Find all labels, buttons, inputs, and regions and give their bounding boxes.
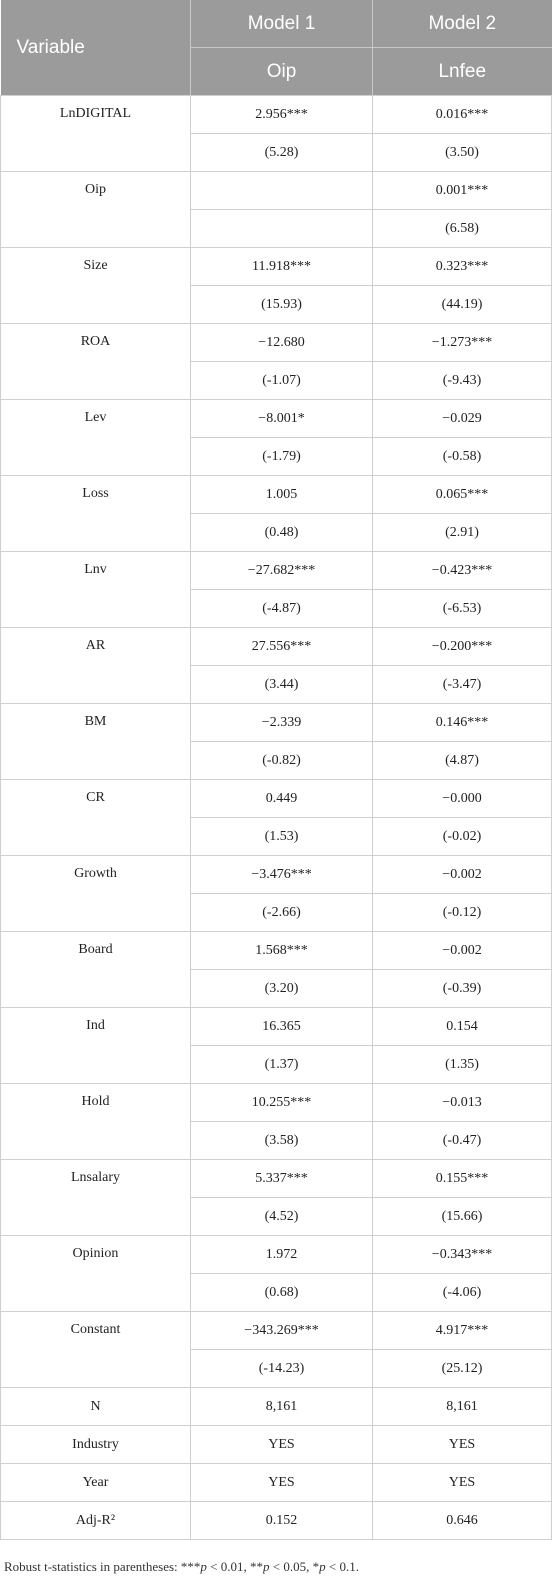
model-1-value: 0.152 [191, 1502, 373, 1540]
model-2-coef: 0.146*** [373, 704, 552, 742]
model-2-value: 8,161 [373, 1388, 552, 1426]
model-1-tstat: (3.44) [191, 666, 373, 704]
summary-label: Year [1, 1464, 191, 1502]
model-2-tstat: (3.50) [373, 134, 552, 172]
model-1-tstat: (-2.66) [191, 894, 373, 932]
model-1-tstat: (-14.23) [191, 1350, 373, 1388]
model-2-tstat: (1.35) [373, 1046, 552, 1084]
variable-name: Growth [1, 856, 191, 932]
model-1-coef [191, 172, 373, 210]
model-2-coef: −0.423*** [373, 552, 552, 590]
summary-label: Industry [1, 1426, 191, 1464]
model-2-coef: −0.013 [373, 1084, 552, 1122]
table-footnote: Robust t-statistics in parentheses: ***p < 0.01, **p < 0.05, *p < 0.1. [4, 1559, 359, 1574]
model-1-coef: −8.001* [191, 400, 373, 438]
model-1-coef: 27.556*** [191, 628, 373, 666]
model-1-coef: 2.956*** [191, 96, 373, 134]
model-2-tstat: (25.12) [373, 1350, 552, 1388]
model-1-tstat: (3.20) [191, 970, 373, 1008]
model-2-coef: 0.154 [373, 1008, 552, 1046]
model-1-coef: −2.339 [191, 704, 373, 742]
model-1-coef: 10.255*** [191, 1084, 373, 1122]
model-2-coef: −0.002 [373, 932, 552, 970]
model-1-coef: 1.568*** [191, 932, 373, 970]
model-1-coef: 1.005 [191, 476, 373, 514]
model-2-tstat: (-0.12) [373, 894, 552, 932]
variable-name: Board [1, 932, 191, 1008]
coef-row [1, 856, 552, 894]
model-2-coef: 0.016*** [373, 96, 552, 134]
model-1-tstat: (-1.07) [191, 362, 373, 400]
model-2-value: YES [373, 1426, 552, 1464]
model-1-value: YES [191, 1426, 373, 1464]
model-2-header: Model 2 [373, 0, 552, 48]
model-1-coef: 5.337*** [191, 1160, 373, 1198]
summary-row [1, 1502, 552, 1540]
coef-row [1, 1236, 552, 1274]
model-2-tstat: (-0.58) [373, 438, 552, 476]
variable-header: Variable [1, 0, 191, 96]
summary-label: Adj-R² [1, 1502, 191, 1540]
coef-row [1, 400, 552, 438]
coef-row [1, 704, 552, 742]
summary-row [1, 1464, 552, 1502]
variable-name: Constant [1, 1312, 191, 1388]
variable-name: Opinion [1, 1236, 191, 1312]
coef-row [1, 248, 552, 286]
model-2-coef: 4.917*** [373, 1312, 552, 1350]
coef-row [1, 932, 552, 970]
model-1-coef: 16.365 [191, 1008, 373, 1046]
model-1-coef: −12.680 [191, 324, 373, 362]
model-2-tstat: (15.66) [373, 1198, 552, 1236]
variable-name: Oip [1, 172, 191, 248]
variable-name: Lnsalary [1, 1160, 191, 1236]
model-2-coef: −0.343*** [373, 1236, 552, 1274]
model-2-tstat: (-3.47) [373, 666, 552, 704]
variable-name: Lev [1, 400, 191, 476]
model-1-coef: 11.918*** [191, 248, 373, 286]
model-1-tstat: (0.68) [191, 1274, 373, 1312]
coef-row [1, 1084, 552, 1122]
coef-row [1, 476, 552, 514]
model-2-tstat: (-9.43) [373, 362, 552, 400]
model-2-value: 0.646 [373, 1502, 552, 1540]
model-2-tstat: (2.91) [373, 514, 552, 552]
model-2-tstat: (-6.53) [373, 590, 552, 628]
model-2-tstat: (44.19) [373, 286, 552, 324]
coef-row [1, 552, 552, 590]
model-1-coef: −343.269*** [191, 1312, 373, 1350]
variable-name: BM [1, 704, 191, 780]
model-1-tstat: (-1.79) [191, 438, 373, 476]
summary-row [1, 1426, 552, 1464]
model-2-coef: 0.323*** [373, 248, 552, 286]
variable-name: Loss [1, 476, 191, 552]
model-1-dependent: Oip [191, 48, 373, 96]
model-2-tstat: (4.87) [373, 742, 552, 780]
variable-name: LnDIGITAL [1, 96, 191, 172]
variable-name: AR [1, 628, 191, 704]
model-2-coef: −0.000 [373, 780, 552, 818]
variable-name: Hold [1, 1084, 191, 1160]
model-1-tstat: (15.93) [191, 286, 373, 324]
model-2-coef: 0.155*** [373, 1160, 552, 1198]
model-1-tstat: (1.37) [191, 1046, 373, 1084]
variable-name: Ind [1, 1008, 191, 1084]
coef-row [1, 96, 552, 134]
model-1-coef: −27.682*** [191, 552, 373, 590]
coef-row [1, 1312, 552, 1350]
model-2-coef: −0.200*** [373, 628, 552, 666]
model-1-tstat: (-0.82) [191, 742, 373, 780]
model-2-coef: −1.273*** [373, 324, 552, 362]
variable-name: Lnv [1, 552, 191, 628]
variable-name: Size [1, 248, 191, 324]
model-1-header: Model 1 [191, 0, 373, 48]
model-1-tstat: (5.28) [191, 134, 373, 172]
coef-row [1, 1160, 552, 1198]
coef-row [1, 1008, 552, 1046]
model-1-tstat: (1.53) [191, 818, 373, 856]
model-1-coef: −3.476*** [191, 856, 373, 894]
model-2-coef: 0.065*** [373, 476, 552, 514]
model-1-tstat: (0.48) [191, 514, 373, 552]
model-2-tstat: (-4.06) [373, 1274, 552, 1312]
model-1-tstat: (4.52) [191, 1198, 373, 1236]
model-1-tstat [191, 210, 373, 248]
coef-row [1, 324, 552, 362]
model-1-coef: 0.449 [191, 780, 373, 818]
model-2-tstat: (-0.39) [373, 970, 552, 1008]
model-1-tstat: (-4.87) [191, 590, 373, 628]
model-2-coef: −0.029 [373, 400, 552, 438]
model-1-value: YES [191, 1464, 373, 1502]
model-2-coef: 0.001*** [373, 172, 552, 210]
model-2-value: YES [373, 1464, 552, 1502]
coef-row [1, 628, 552, 666]
model-1-coef: 1.972 [191, 1236, 373, 1274]
summary-label: N [1, 1388, 191, 1426]
model-2-tstat: (-0.47) [373, 1122, 552, 1160]
model-1-value: 8,161 [191, 1388, 373, 1426]
model-1-tstat: (3.58) [191, 1122, 373, 1160]
model-2-coef: −0.002 [373, 856, 552, 894]
variable-name: CR [1, 780, 191, 856]
coef-row [1, 780, 552, 818]
model-2-dependent: Lnfee [373, 48, 552, 96]
model-2-tstat: (6.58) [373, 210, 552, 248]
summary-row [1, 1388, 552, 1426]
coef-row [1, 172, 552, 210]
model-2-tstat: (-0.02) [373, 818, 552, 856]
header-row [1, 0, 552, 48]
variable-name: ROA [1, 324, 191, 400]
